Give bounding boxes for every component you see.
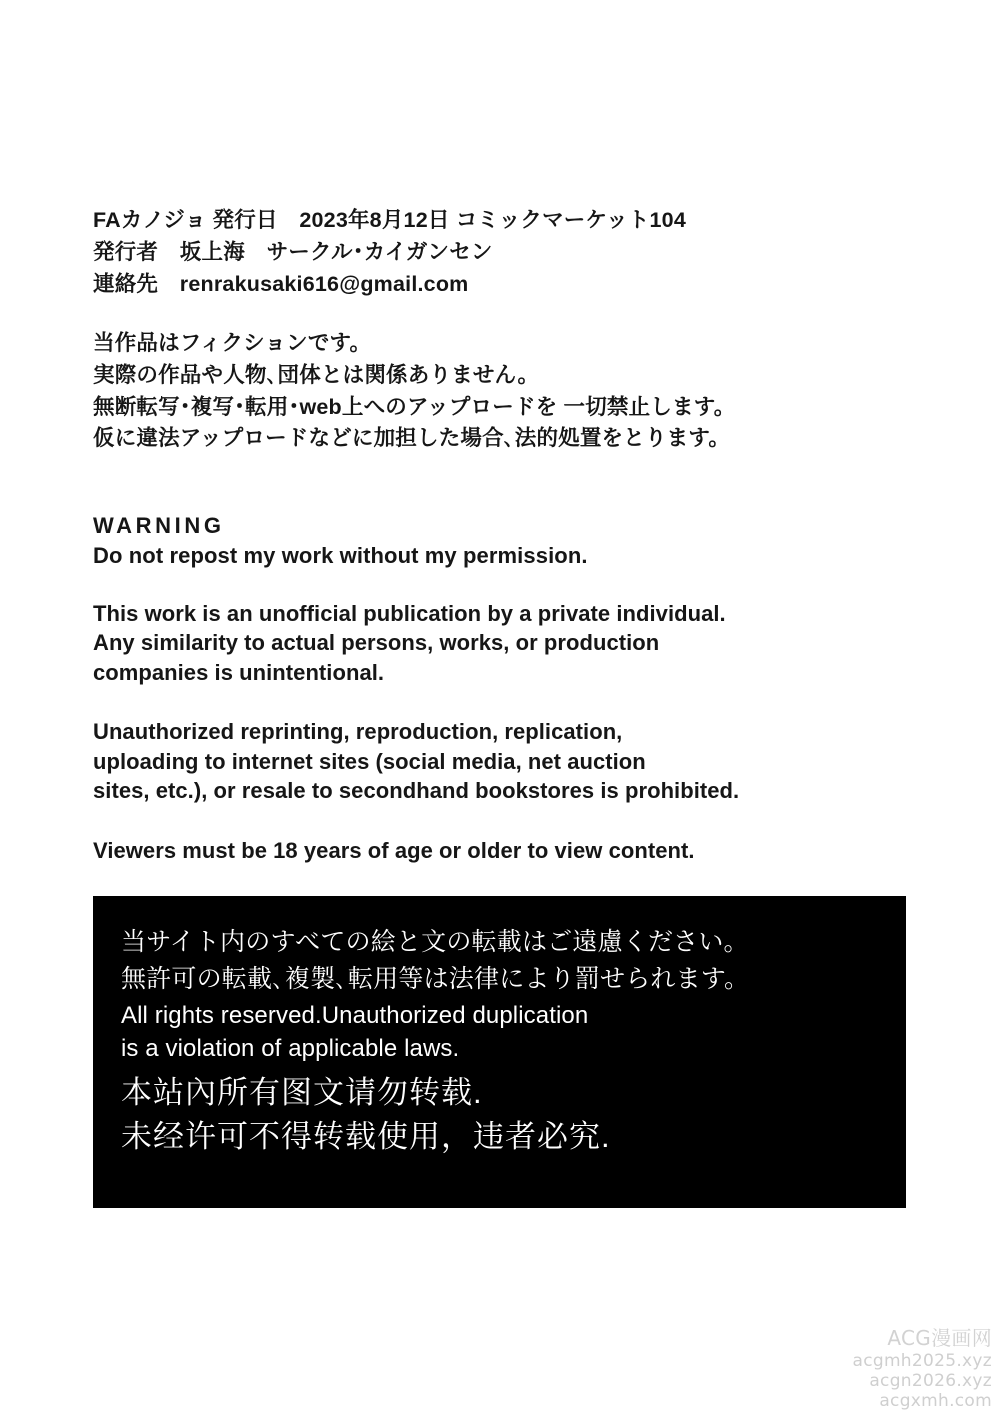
jp-disclaimer-line-4: 仮に違法アップロードなどに加担した場合､法的処置をとります。	[93, 426, 731, 451]
warning-heading: WARNING	[93, 512, 225, 538]
warning-p3-line-1: Viewers must be 18 years of age or older to view content.	[93, 837, 695, 863]
colophon-line-1: FAカノジョ 発行日 2023年8月12日 コミックマーケット104	[93, 208, 686, 232]
copyright-notice-box	[93, 896, 906, 1208]
watermark-domain-3: acgxmh.com	[879, 1391, 992, 1411]
notice-jp-line-1: 当サイト内のすべての絵と文の転載はご遠慮ください。	[121, 928, 749, 956]
jp-disclaimer-line-3: 無断転写･複写･転用･web上へのアップロードを 一切禁止します。	[93, 394, 736, 419]
jp-disclaimer-line-2: 実際の作品や人物､団体とは関係ありません。	[93, 363, 540, 388]
warning-p2-line-3: sites, etc.), or resale to secondhand bookstores is prohibited.	[93, 778, 740, 804]
watermark-domain-2: acgn2026.xyz	[869, 1371, 992, 1391]
warning-p2-line-2: uploading to internet sites (social media, net auction	[93, 748, 646, 774]
colophon-block	[93, 205, 943, 300]
notice-chinese-block	[121, 1071, 906, 1159]
colophon-line-2: 発行者 坂上海 サークル･カイガンセン	[93, 239, 493, 264]
warning-p1-line-3: companies is unintentional.	[93, 659, 385, 685]
notice-jp-line-2: 無許可の転載､複製､転用等は法律により罰せられます。	[121, 964, 750, 993]
warning-subtitle: Do not repost my work without my permission.	[93, 542, 588, 568]
warning-p1-line-2: Any similarity to actual persons, works, or production	[93, 630, 660, 656]
warning-p1-line-1: This work is an unofficial publication by a private individual.	[93, 600, 726, 626]
warning-paragraph-2	[93, 717, 943, 805]
notice-english-block	[121, 999, 906, 1065]
document-text-content	[93, 205, 943, 865]
watermark-site-logo: ACG漫画网	[887, 1326, 992, 1350]
warning-p2-line-1: Unauthorized reprinting, reproduction, replication,	[93, 719, 623, 745]
warning-paragraph-3	[93, 836, 943, 865]
notice-cn-line-2: 未经许可不得转载使用，违者必究.	[121, 1119, 611, 1155]
copyright-notice-inner	[93, 896, 906, 1159]
colophon-line-3: 連絡先 renrakusaki616@gmail.com	[93, 271, 469, 296]
jp-disclaimer-line-1: 当作品はフィクションです。	[93, 331, 372, 356]
notice-en-line-2: is a violation of applicable laws.	[121, 1035, 460, 1063]
warning-paragraph-1	[93, 599, 943, 687]
japanese-disclaimer-block	[93, 328, 943, 454]
watermark-domain-1: acgmh2025.xyz	[852, 1351, 992, 1371]
notice-en-line-1: All rights reserved.Unauthorized duplication	[121, 1002, 589, 1029]
notice-japanese-block	[121, 924, 906, 997]
notice-cn-line-1: 本站內所有图文请勿转载.	[121, 1075, 483, 1111]
